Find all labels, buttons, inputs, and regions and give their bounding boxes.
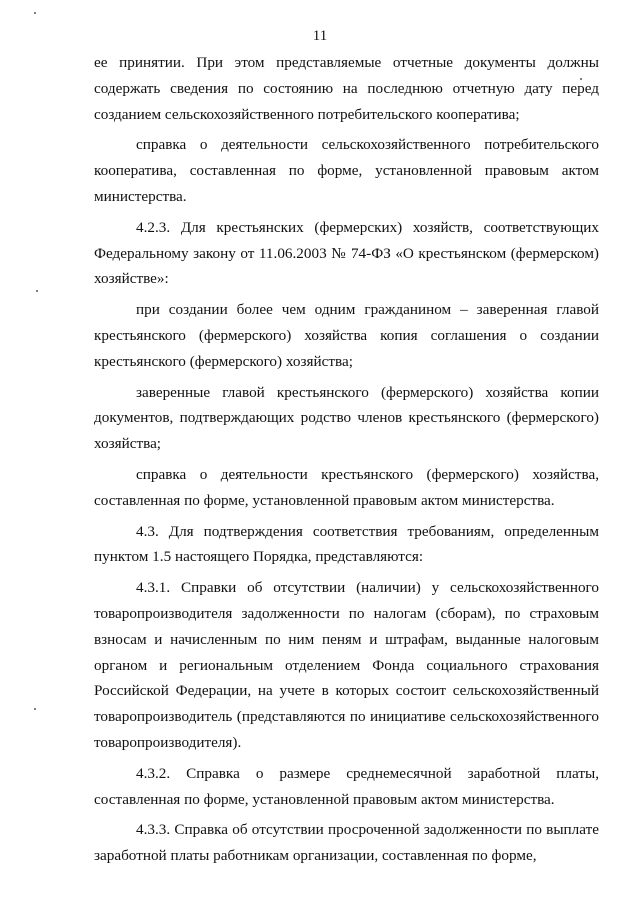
paragraph-continuation: ее принятии. При этом представляемые отчетные документы должны содержать сведения по состоянию на последнюю отчетную дату перед созданием сельскохозяйственного потребительского кооператива; [94, 54, 599, 123]
paragraph-4-3-1: 4.3.1. Справки об отсутствии (наличии) у сельскохозяйственного товаропроизводителя задолженности по налогам (сборам), по страховым взносам и начисленным по ним пеням и штрафам, выданные налоговым органом и региональным отделением Фонда социального страхования Российской Федерации, на учете в которых состоит сельскохозяйственный товаропроизводитель (представляются по инициативе сельскохозяйственного товаропроизводителя). [94, 579, 599, 751]
paragraph-4-2-3: 4.2.3. Для крестьянских (фермерских) хозяйств, соответствующих Федеральному закону от 11.06.2003 № 74-ФЗ «О крестьянском (фермерском) хозяйстве»: [94, 218, 599, 288]
scan-speck [580, 78, 582, 80]
paragraph-agreement-copy: при создании более чем одним гражданином – заверенная главой крестьянского (фермерского) хозяйства копия соглашения о создании крестьянского (фермерского) хозяйства; [94, 301, 599, 370]
document-body [94, 50, 599, 874]
paragraph-kinship-documents: заверенные главой крестьянского (фермерского) хозяйства копии документов, подтверждающих родство членов крестьянского (фермерского) хозяйства; [94, 383, 599, 453]
paragraph-4-3-2: 4.3.2. Справка о размере среднемесячной заработной платы, составленная по форме, установленной правовым актом министерства. [94, 764, 599, 808]
paragraph-4-3: 4.3. Для подтверждения соответствия требованиям, определенным пунктом 1.5 настоящего Порядка, представляются: [94, 522, 599, 566]
paragraph-farm-certificate: справка о деятельности крестьянского (фермерского) хозяйства, составленная по форме, установленной правовым актом министерства. [94, 465, 599, 509]
paragraph-coop-certificate: справка о деятельности сельскохозяйственного потребительского кооператива, составленная по форме, установленной правовым актом министерства. [94, 136, 599, 205]
paragraph-4-3-3: 4.3.3. Справка об отсутствии просроченной задолженности по выплате заработной платы работникам организации, составленная по форме, [94, 821, 599, 865]
scan-speck [34, 12, 36, 14]
scan-speck [36, 290, 38, 292]
scan-speck [34, 708, 36, 710]
page-number: 11 [312, 28, 328, 44]
